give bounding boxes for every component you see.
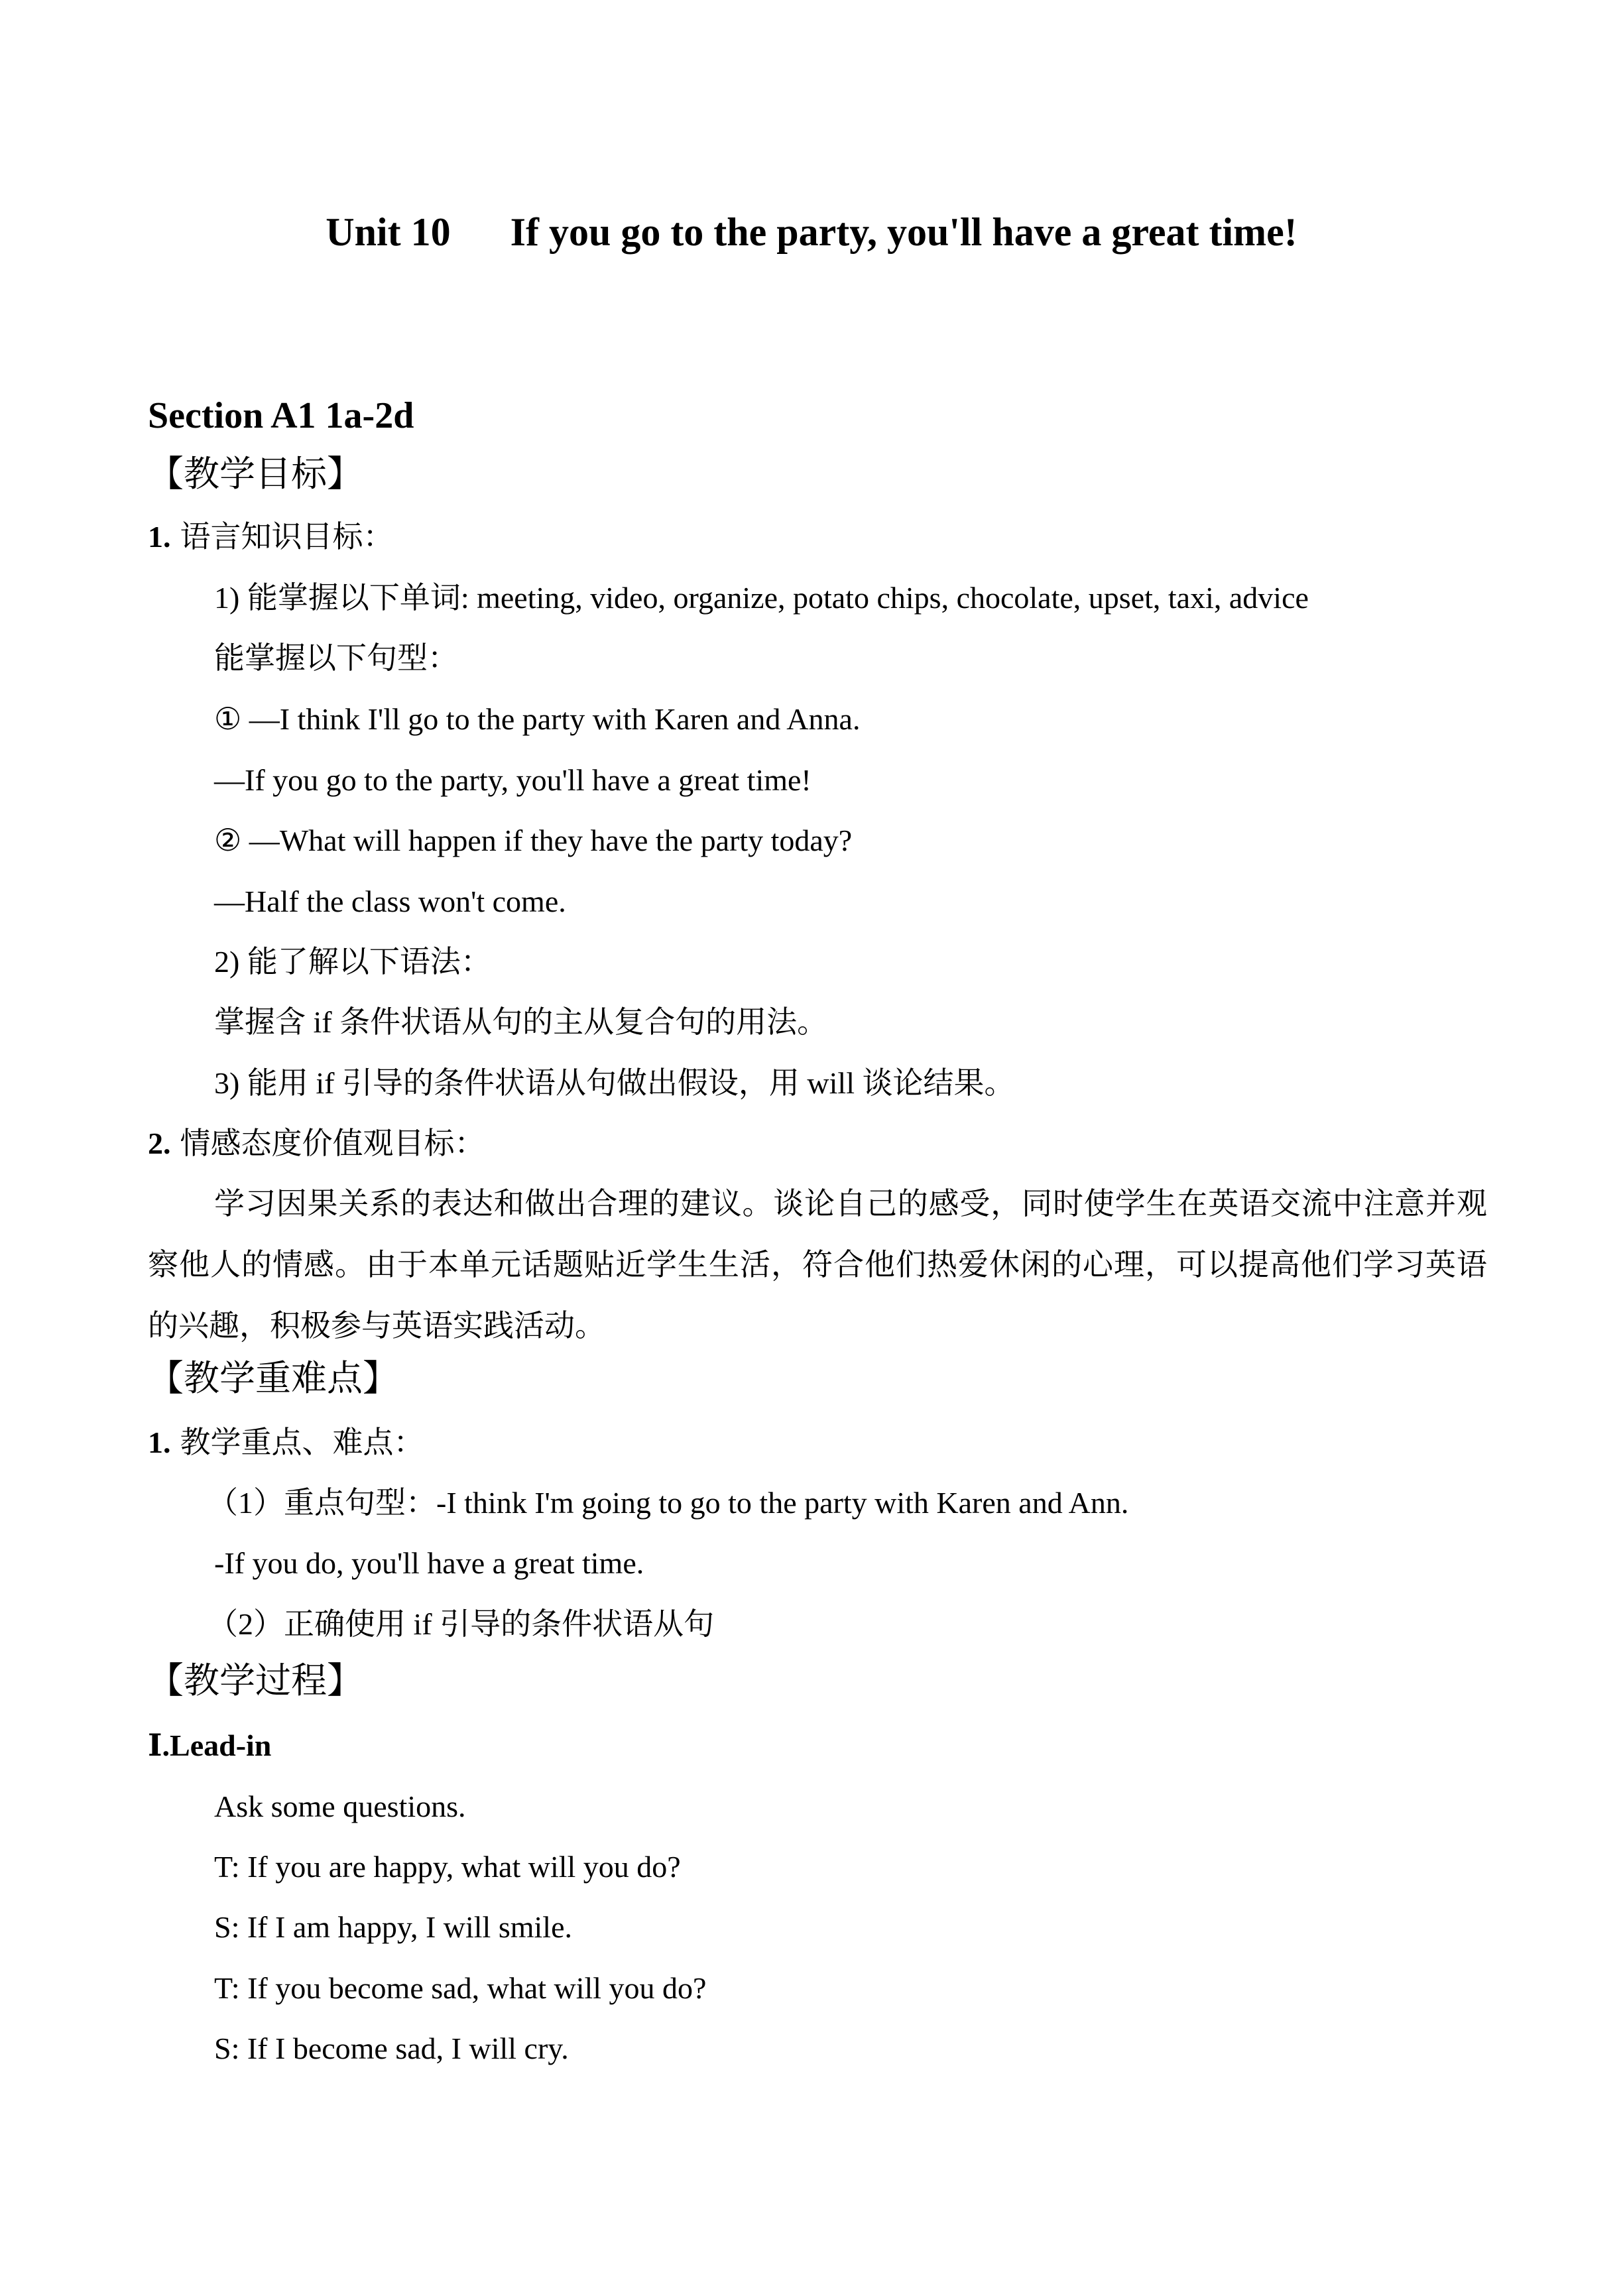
lead-in-line: S: If I become sad, I will cry. — [214, 2031, 569, 2065]
key-point-1: （1）重点句型：-I think I'm going to go to the party with Karen and Ann. — [208, 1486, 1129, 1520]
grammar-label: 2) 能了解以下语法： — [214, 945, 491, 979]
sentences-label: 能掌握以下句型： — [214, 641, 458, 675]
lead-in-line: Ask some questions. — [214, 1789, 466, 1823]
key-point-item-1-number: 1. — [148, 1425, 171, 1459]
objective-item-1-label: 语言知识目标： — [180, 520, 394, 554]
objectives-heading: 【教学目标】 — [148, 454, 363, 494]
objective-item-2-number: 2. — [148, 1126, 171, 1160]
emotion-paragraph: 学习因果关系的表达和做出合理的建议。谈论自己的感受，同时使学生在英语交流中注意并观察他人的情感。由于本单元话题贴近学生生活，符合他们热爱休闲的心理，可以提高他们学习英语的兴趣，积极参与英语实践活动。 — [148, 1187, 1487, 1343]
key-point-item-1 — [148, 1423, 424, 1463]
key-point-2: （2）正确使用 if 引导的条件状语从句 — [208, 1607, 715, 1641]
grammar-text: 掌握含 if 条件状语从句的主从复合句的用法。 — [214, 1005, 828, 1039]
ability-line: 3) 能用 if 引导的条件状语从句做出假设，用 will 谈论结果。 — [214, 1066, 1015, 1100]
section-heading: Section A1 1a-2d — [148, 395, 414, 436]
lead-in-line: S: If I am happy, I will smile. — [214, 1910, 572, 1944]
sentence-1b: —If you go to the party, you'll have a great time! — [214, 763, 812, 797]
sentence-2a: ② —What will happen if they have the party today? — [214, 823, 853, 857]
step-1-heading — [148, 1726, 271, 1766]
process-heading: 【教学过程】 — [148, 1661, 363, 1701]
step-1-title: Lead-in — [170, 1728, 272, 1762]
objective-item-2-label: 情感态度价值观目标： — [180, 1126, 485, 1160]
objective-item-1-number: 1. — [148, 520, 171, 554]
sentence-2b: —Half the class won't come. — [214, 884, 566, 918]
step-1-number: Ⅰ. — [148, 1728, 170, 1762]
objective-item-1 — [148, 517, 394, 557]
key-points-heading: 【教学重难点】 — [148, 1359, 398, 1398]
vocabulary-line: 1) 能掌握以下单词: meeting, video, organize, potato chips, chocolate, upset, taxi, advice — [214, 581, 1309, 615]
key-point-1b: -If you do, you'll have a great time. — [214, 1546, 644, 1580]
key-point-item-1-label: 教学重点、难点： — [180, 1425, 424, 1459]
lead-in-line: T: If you become sad, what will you do? — [214, 1971, 707, 2005]
objective-item-2 — [148, 1124, 485, 1164]
sentence-1a: ① —I think I'll go to the party with Karen and Anna. — [214, 702, 861, 736]
lead-in-line: T: If you are happy, what will you do? — [214, 1850, 681, 1884]
page-title: Unit 10 If you go to the party, you'll have a great time! — [326, 210, 1297, 254]
